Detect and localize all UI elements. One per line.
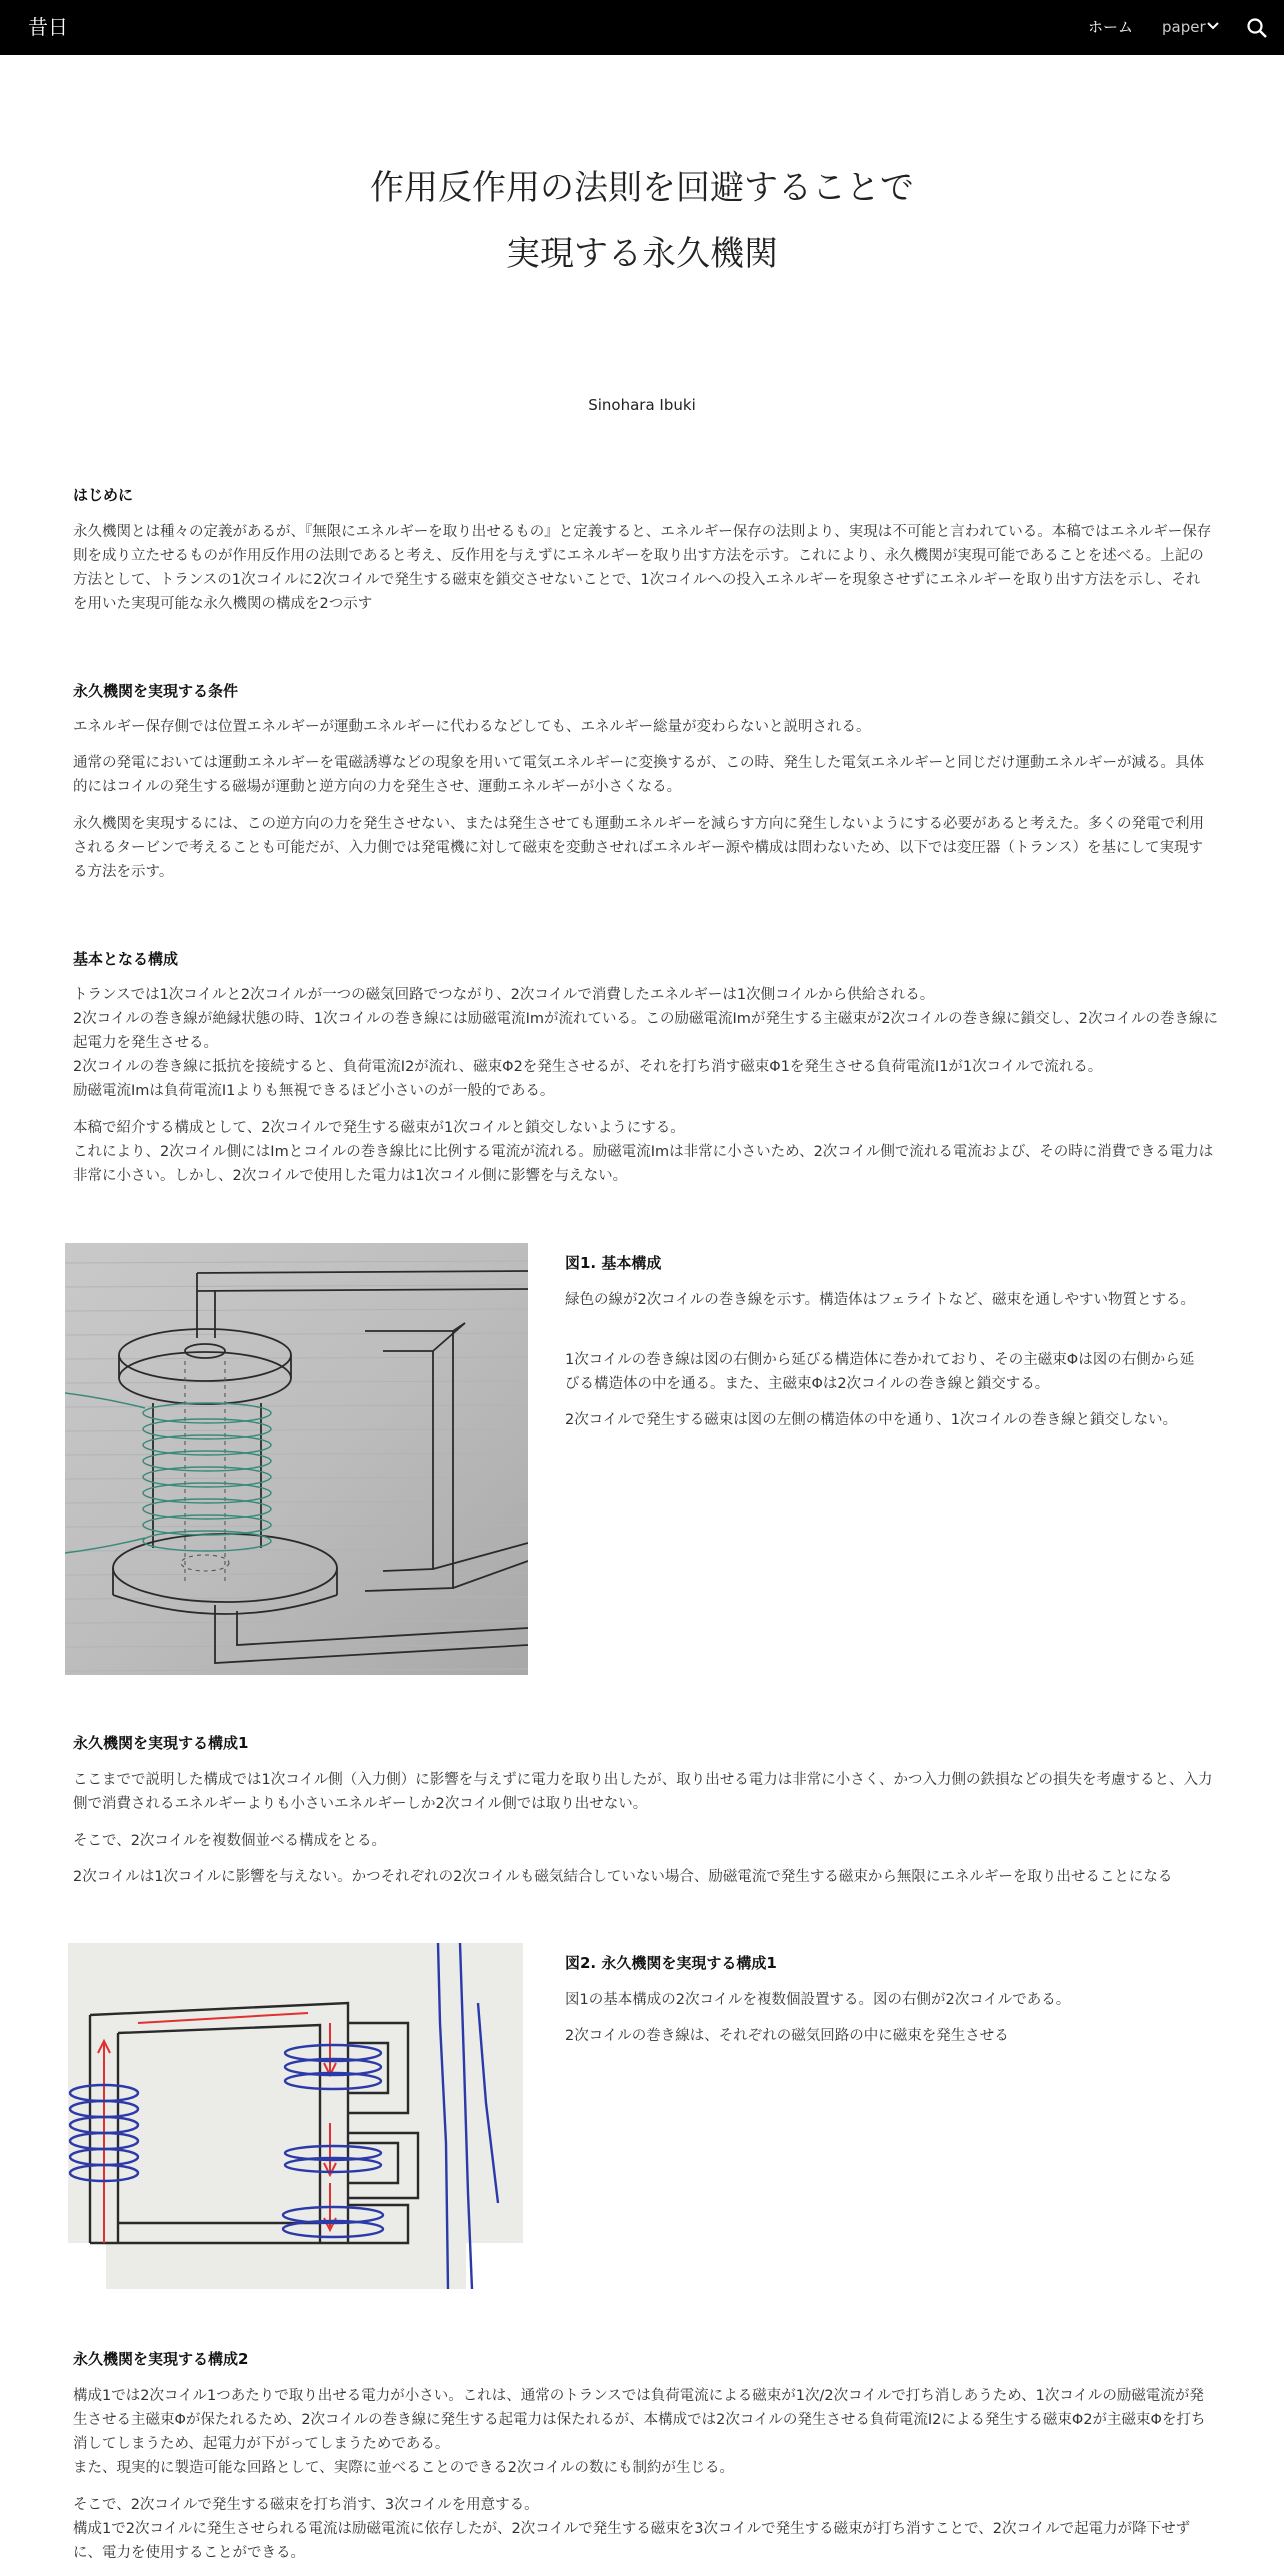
top-bar [0, 0, 1284, 55]
basic-heading: 基本となる構成 [73, 950, 179, 968]
nav-home-link[interactable]: ホーム [1088, 18, 1134, 36]
config1-paragraph-3: 2次コイルは1次コイルに影響を与えない。かつそれぞれの2次コイルも磁気結合していない場合、励磁電流で発生する磁束から無限にエネルギーを取り出せることになる [73, 1869, 1173, 1885]
nav-paper-link[interactable]: paper [1162, 18, 1206, 36]
basic-line-4: 励磁電流Imは負荷電流I1よりも無視できるほど小さいのが一般的である。 [73, 1083, 555, 1099]
page-title-line-2: 実現する永久機関 [506, 234, 778, 274]
figure-1-paragraph-1: 緑色の線が2次コイルの巻き線を示す。構造体はフェライトなど、磁束を通しやすい物質とする。 [565, 1292, 1195, 1308]
intro-paragraph: 永久機関とは種々の定義があるが、『無限にエネルギーを取り出せるもの』と定義すると、エネルギー保存の法則より、実現は不可能と言われている。本稿ではエネルギー保存則を成り立たせるものが作用反作用の法則であると考え、反作用を与えずにエネルギーを取り出す方法を示す。これにより、永久機関が実現可能であることを述べる。上記の方法として、トランスの1次コイルに2次コイルで発生する磁束を鎖交させないことで、1次コイルへの投入エネルギーを現象させずにエネルギーを取り出す方法を示し、それを用いた実現可能な永久機関の構成を2つ示す [73, 524, 1212, 612]
basic-line-6: これにより、2次コイル側にはImとコイルの巻き線比に比例する電流が流れる。励磁電流Imは非常に小さいため、2次コイル側で流れる電流および、その時に消費できる電力は非常に小さい。しかし、2次コイルで使用した電力は1次コイル側に影響を与えない。 [73, 1144, 1214, 1184]
figure-1-heading: 図1. 基本構成 [565, 1254, 662, 1272]
figure-2-image [68, 1943, 528, 2289]
config1-paragraph-2: そこで、2次コイルを複数個並べる構成をとる。 [73, 1833, 386, 1849]
figure-1-image [65, 1243, 528, 1675]
figure-1-paragraph-3: 2次コイルで発生する磁束は図の左側の構造体の中を通り、1次コイルの巻き線と鎖交しない。 [565, 1412, 1178, 1428]
figure-2-paragraph-2: 2次コイルの巻き線は、それぞれの磁気回路の中に磁束を発生させる [565, 2028, 1009, 2044]
config2-paragraph-2: また、現実的に製造可能な回路として、実際に並べることのできる2次コイルの数にも制約が生じる。 [73, 2460, 734, 2476]
conditions-paragraph-3: 永久機関を実現するには、この逆方向の力を発生させない、または発生させても運動エネルギーを減らす方向に発生しないようにする必要があると考えた。多くの発電で利用されるタービンで考えることも可能だが、入力側では発電機に対して磁束を変動させればエネルギー源や構成は問わないため、以下では変圧器（トランス）を基にして実現する方法を示す。 [73, 816, 1204, 880]
figure-2-heading: 図2. 永久機関を実現する構成1 [565, 1954, 777, 1972]
basic-line-2: 2次コイルの巻き線が絶縁状態の時、1次コイルの巻き線には励磁電流Imが流れている。この励磁電流Imが発生する主磁束が2次コイルの巻き線に鎖交し、2次コイルの巻き線に起電力を発生させる。 [73, 1011, 1218, 1051]
figure-2-paragraph-1: 図1の基本構成の2次コイルを複数個設置する。図の右側が2次コイルである。 [565, 1992, 1071, 2008]
author-name: Sinohara Ibuki [588, 396, 696, 414]
conditions-paragraph-1: エネルギー保存側では位置エネルギーが運動エネルギーに代わるなどしても、エネルギー総量が変わらないと説明される。 [73, 719, 871, 735]
page-title-line-1: 作用反作用の法則を回避することで [370, 168, 914, 208]
config1-paragraph-1: ここまでで説明した構成では1次コイル側（入力側）に影響を与えずに電力を取り出したが、取り出せる電力は非常に小さく、かつ入力側の鉄損などの損失を考慮すると、入力側で消費されるエネルギーよりも小さいエネルギーしか2次コイル側では取り出せない。 [73, 1772, 1213, 1812]
basic-line-5: 本稿で紹介する構成として、2次コイルで発生する磁束が1次コイルと鎖交しないようにする。 [73, 1120, 685, 1136]
intro-heading: はじめに [73, 486, 134, 504]
conditions-paragraph-2: 通常の発電においては運動エネルギーを電磁誘導などの現象を用いて電気エネルギーに変換するが、この時、発生した電気エネルギーと同じだけ運動エネルギーが減る。具体的にはコイルの発生する磁場が運動と逆方向の力を発生させ、運動エネルギーが小さくなる。 [73, 755, 1204, 795]
basic-line-3: 2次コイルの巻き線に抵抗を接続すると、負荷電流I2が流れ、磁束Φ2を発生させるが、それを打ち消す磁束Φ1を発生させる負荷電流I1が1次コイルで流れる。 [73, 1059, 1103, 1075]
config2-paragraph-1: 構成1では2次コイル1つあたりで取り出せる電力が小さい。これは、通常のトランスでは負荷電流による磁束が1次/2次コイルで打ち消しあうため、1次コイルの励磁電流が発生させる主磁束Φが保たれるため、2次コイルの巻き線に発生する起電力は保たれるが、本構成では2次コイルの発生させる負荷電流I2による発生する磁束Φ2が主磁束Φを打ち消してしまうため、起電力が下がってしまうためである。 [73, 2388, 1206, 2452]
chevron-down-icon[interactable] [1206, 21, 1220, 31]
config1-heading: 永久機関を実現する構成1 [73, 1734, 249, 1752]
search-icon[interactable] [1246, 17, 1268, 39]
config2-heading: 永久機関を実現する構成2 [73, 2350, 249, 2368]
config2-paragraph-3: そこで、2次コイルで発生する磁束を打ち消す、3次コイルを用意する。 [73, 2497, 539, 2513]
site-title[interactable]: 昔日 [28, 15, 68, 39]
conditions-heading: 永久機関を実現する条件 [73, 682, 239, 700]
figure-1-paragraph-2: 1次コイルの巻き線は図の右側から延びる構造体に巻かれており、その主磁束Φは図の右側から延びる構造体の中を通る。また、主磁束Φは2次コイルの巻き線と鎖交する。 [565, 1352, 1195, 1392]
basic-line-1: トランスでは1次コイルと2次コイルが一つの磁気回路でつながり、2次コイルで消費したエネルギーは1次側コイルから供給される。 [73, 987, 935, 1003]
config2-paragraph-4: 構成1で2次コイルに発生させられる電流は励磁電流に依存したが、2次コイルで発生する磁束を3次コイルで発生する磁束が打ち消すことで、2次コイルで起電力が降下せずに、電力を使用することができる。 [73, 2521, 1191, 2561]
